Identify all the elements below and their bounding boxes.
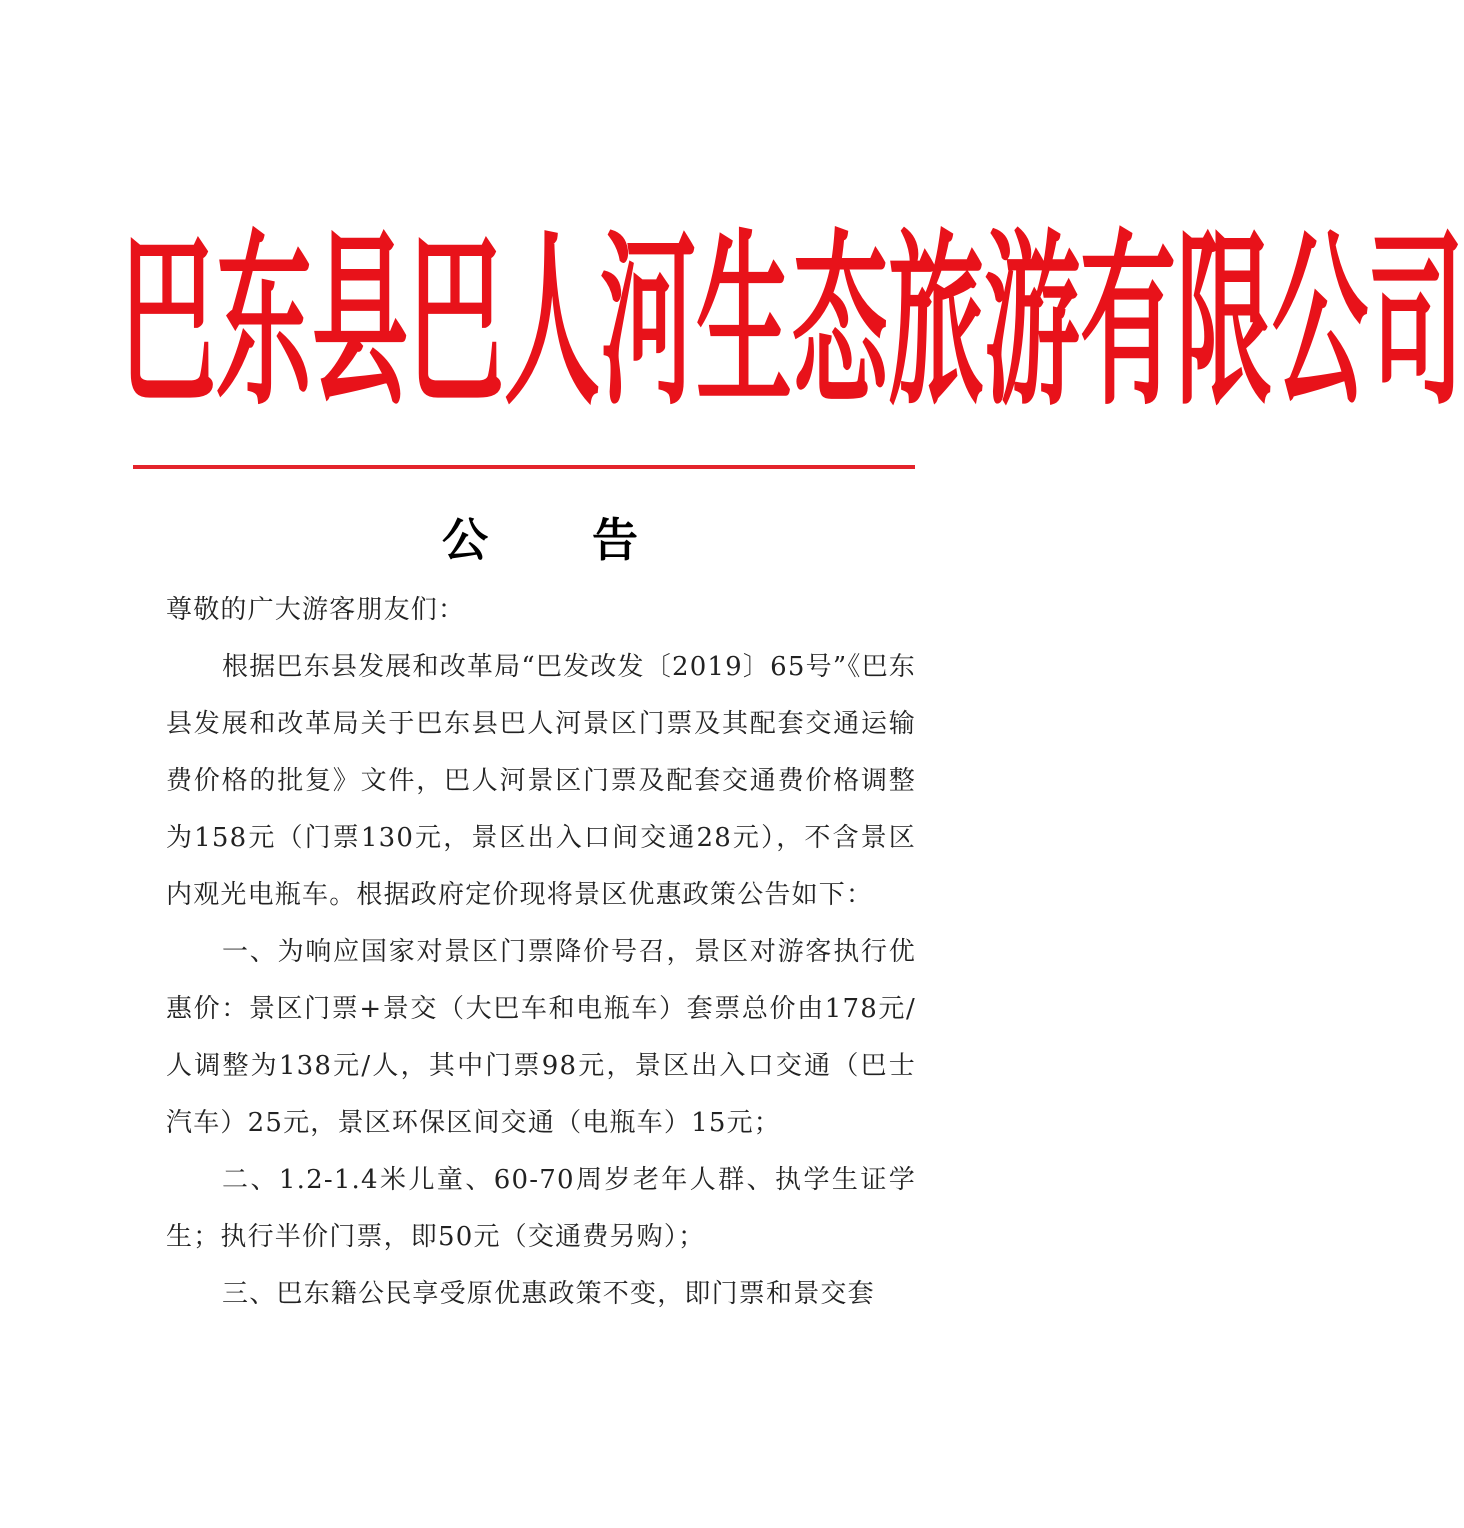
letterhead-char: 生 [696,212,792,432]
letterhead-char: 县 [312,212,408,432]
letterhead-char: 游 [984,212,1080,432]
letterhead-char: 巴 [408,212,504,432]
letterhead-char: 河 [600,212,696,432]
notice-title-char: 告 [592,513,638,567]
letterhead-char: 东 [216,212,312,432]
notice-title [0,510,1080,570]
letterhead-char: 限 [1176,212,1272,432]
letterhead-char: 旅 [888,212,984,432]
letterhead-char: 人 [504,212,600,432]
letterhead-char: 司 [1368,212,1464,432]
letterhead-char: 公 [1272,212,1368,432]
notice-body [166,582,916,1323]
paragraph-basis: 根据巴东县发展和改革局“巴发改发〔2019〕65号”《巴东县发展和改革局关于巴东县巴人河景区门票及其配套交通运输费价格的批复》文件，巴人河景区门票及配套交通费价格调整为158元（门票130元，景区出入口间交通28元），不含景区内观光电瓶车。根据政府定价现将景区优惠政策公告如下： [166,652,916,910]
notice-title-char: 公 [442,513,488,567]
letterhead-char: 有 [1080,212,1176,432]
letterhead-char: 巴 [120,212,216,432]
salutation: 尊敬的广大游客朋友们： [166,595,466,625]
letterhead-divider [133,465,915,469]
paragraph-item-two: 二、1.2-1.4米儿童、60-70周岁老年人群、执学生证学生；执行半价门票，即50元（交通费另购）； [166,1165,916,1252]
paragraph-item-three: 三、巴东籍公民享受原优惠政策不变，即门票和景交套 [222,1279,875,1309]
organization-letterhead [120,212,1464,432]
paragraph-item-one: 一、为响应国家对景区门票降价号召，景区对游客执行优惠价：景区门票+景交（大巴车和电瓶车）套票总价由178元/人调整为138元/人，其中门票98元，景区出入口交通（巴士汽车）25元，景区环保区间交通（电瓶车）15元； [166,937,916,1138]
letterhead-char: 态 [792,212,888,432]
